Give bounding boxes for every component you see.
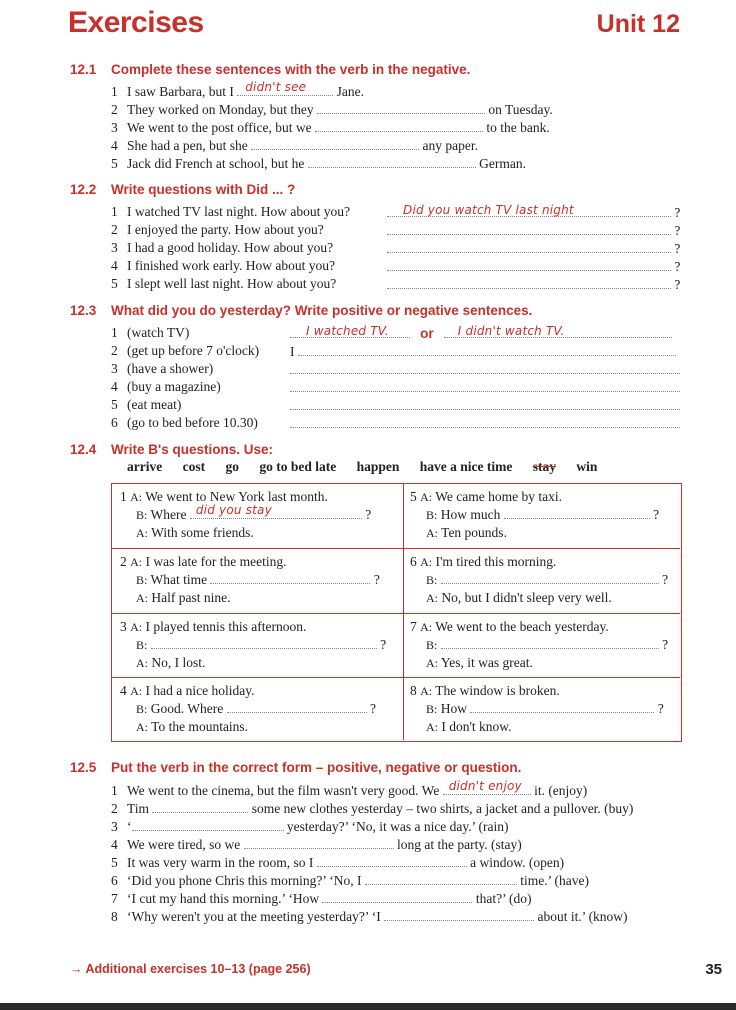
item-number: 5 [111, 397, 118, 412]
item-prompt: (have a shower) [127, 361, 214, 376]
speaker-b-line: Good. Where [150, 701, 224, 716]
item-prompt: I watched TV last night. How about you? [127, 204, 350, 219]
answer-prefix: I [290, 344, 295, 359]
exercise-item [111, 119, 550, 136]
word-list [127, 459, 614, 475]
item-number: 4 [111, 379, 118, 394]
item-number: 5 [111, 276, 118, 291]
dialog-cell [112, 678, 404, 740]
speaker-b: B: [136, 702, 148, 716]
exercise-item [111, 276, 336, 292]
item-number: 2 [111, 343, 118, 358]
exercise-item [111, 397, 181, 413]
handwritten-answer: didn't enjoy [448, 779, 522, 793]
speaker-a: A: [130, 620, 143, 634]
question-mark: ? [369, 701, 376, 716]
answer-blank[interactable] [365, 872, 517, 885]
answer-line [290, 343, 676, 360]
item-prompt: We went to the cinema, but the film wasn't very good. We [127, 783, 440, 798]
answer-blank[interactable] [315, 119, 483, 132]
question-mark: ? [662, 572, 669, 587]
question-mark: ? [380, 637, 387, 652]
speaker-b-line: How [440, 701, 467, 716]
speaker-a: A: [130, 684, 143, 698]
speaker-a: A: [426, 526, 438, 540]
speaker-a: A: [130, 555, 143, 569]
handwritten-answer: I didn't watch TV. [457, 324, 565, 338]
question-mark: ? [674, 259, 681, 274]
answer-line [290, 361, 680, 378]
page-title: Exercises [68, 6, 204, 39]
answer-blank[interactable] [443, 779, 531, 795]
item-prompt: (buy a magazine) [127, 379, 221, 394]
item-suffix: on Tuesday. [488, 102, 553, 117]
item-number: 6 [111, 873, 118, 888]
item-suffix: it. (enjoy) [534, 783, 588, 798]
speaker-b: B: [136, 638, 148, 652]
item-suffix: to the bank. [486, 120, 550, 135]
answer-blank[interactable] [317, 854, 467, 867]
answer-blank[interactable] [290, 397, 680, 410]
dialog-number: 8 [410, 683, 417, 698]
section-title: Write B's questions. Use: [111, 442, 273, 457]
exercise-item [111, 890, 531, 907]
speaker-a-line: Ten pounds. [441, 525, 507, 540]
section-number: 12.5 [70, 760, 97, 775]
question-mark: ? [653, 507, 660, 522]
handwritten-answer: didn't see [245, 80, 307, 94]
handwritten-answer: Did you watch TV last night [403, 203, 574, 217]
item-prompt: ‘Why weren't you at the meeting yesterday?’ ‘I [127, 909, 381, 924]
dialog-number: 6 [410, 554, 417, 569]
answer-blank[interactable] [387, 204, 671, 217]
item-number: 3 [111, 819, 118, 834]
item-prompt: (eat meat) [127, 397, 182, 412]
exercise-item [111, 325, 189, 341]
dialog-number: 2 [120, 554, 127, 569]
word-item: go [225, 459, 239, 474]
speaker-b: B: [426, 508, 438, 522]
answer-blank[interactable] [470, 700, 654, 713]
item-number: 3 [111, 240, 118, 255]
answer-blank[interactable] [387, 276, 671, 289]
answer-blank[interactable] [290, 325, 410, 338]
exercise-item [111, 240, 333, 256]
item-prompt: (get up before 7 o'clock) [127, 343, 260, 358]
question-mark: ? [674, 241, 681, 256]
item-number: 2 [111, 102, 118, 117]
answer-blank[interactable] [322, 890, 472, 903]
speaker-b-line: How much [440, 507, 501, 522]
item-number: 1 [111, 783, 118, 798]
speaker-a: A: [136, 526, 148, 540]
exercise-item [111, 779, 588, 799]
word-item: win [576, 459, 598, 474]
question-mark: ? [657, 701, 664, 716]
item-prompt: We were tired, so we [127, 837, 241, 852]
speaker-a-line: I don't know. [441, 719, 512, 734]
item-number: 3 [111, 361, 118, 376]
word-item: arrive [127, 459, 163, 474]
word-item: go to bed late [259, 459, 337, 474]
item-prompt: Tim [127, 801, 150, 816]
item-suffix: German. [479, 156, 526, 171]
answer-line [387, 258, 680, 275]
exercise-item [111, 204, 350, 220]
answer-blank[interactable] [387, 258, 671, 271]
speaker-a-line: I was late for the meeting. [145, 554, 287, 569]
question-mark: ? [674, 223, 681, 238]
handwritten-answer: did you stay [195, 503, 272, 517]
item-prompt: I saw Barbara, but I [127, 84, 234, 99]
answer-blank[interactable] [290, 379, 680, 392]
question-mark: ? [662, 637, 669, 652]
answer-blank[interactable] [298, 343, 676, 356]
section-title: Complete these sentences with the verb in the negative. [111, 62, 471, 77]
answer-blank[interactable] [290, 415, 680, 428]
dialog-number: 1 [120, 489, 127, 504]
item-prompt: ‘Did you phone Chris this morning?’ ‘No, I [127, 873, 362, 888]
answer-blank[interactable] [251, 137, 419, 150]
exercise-item [111, 343, 259, 359]
answer-line [290, 379, 680, 396]
dialog-cell [404, 549, 680, 614]
dialog-cell [112, 484, 404, 549]
answer-line [290, 325, 672, 342]
unit-label: Unit 12 [596, 10, 680, 38]
additional-exercises-link[interactable]: → Additional exercises 10–13 (page 256) [70, 962, 311, 976]
answer-blank[interactable] [152, 800, 248, 813]
exercise-item [111, 854, 564, 871]
page-number: 35 [705, 961, 722, 978]
dialog-number: 5 [410, 489, 417, 504]
item-number: 1 [111, 204, 118, 219]
answer-line [387, 204, 680, 221]
exercise-item [111, 361, 213, 377]
item-prompt: (go to bed before 10.30) [127, 415, 258, 430]
item-number: 4 [111, 138, 118, 153]
exercise-item [111, 872, 589, 889]
item-prompt: (watch TV) [127, 325, 190, 340]
speaker-a: A: [426, 591, 438, 605]
answer-line [387, 276, 680, 293]
section-title: What did you do yesterday? Write positive or negative sentences. [111, 303, 533, 318]
item-suffix: long at the party. (stay) [397, 837, 522, 852]
word-item: have a nice time [419, 459, 513, 474]
speaker-a: A: [426, 720, 438, 734]
question-mark: ? [365, 507, 372, 522]
item-number: 8 [111, 909, 118, 924]
exercise-item [111, 101, 553, 118]
item-number: 4 [111, 837, 118, 852]
dialog-cell [112, 614, 404, 678]
speaker-a-line: No, but I didn't sleep very well. [441, 590, 612, 605]
speaker-b: B: [136, 508, 148, 522]
item-suffix: any paper. [422, 138, 478, 153]
item-number: 5 [111, 855, 118, 870]
speaker-a: A: [420, 555, 433, 569]
item-prompt: ‘ [127, 819, 132, 834]
answer-line [290, 397, 680, 414]
exercise-item [111, 818, 509, 835]
exercise-item [111, 908, 628, 925]
answer-blank[interactable] [132, 818, 284, 831]
word-item: cost [182, 459, 206, 474]
speaker-a-line: I played tennis this afternoon. [145, 619, 307, 634]
item-number: 5 [111, 156, 118, 171]
exercise-item [111, 258, 335, 274]
item-prompt: Jack did French at school, but he [127, 156, 305, 171]
exercise-item [111, 80, 364, 100]
item-number: 1 [111, 325, 118, 340]
answer-line [387, 240, 680, 257]
item-number: 1 [111, 84, 118, 99]
dialog-cell [112, 549, 404, 614]
item-prompt: I slept well last night. How about you? [127, 276, 337, 291]
item-prompt: I finished work early. How about you? [127, 258, 335, 273]
question-mark: ? [674, 277, 681, 292]
speaker-a-line: No, I lost. [151, 655, 206, 670]
section-title: Put the verb in the correct form – positive, negative or question. [111, 760, 522, 775]
answer-blank[interactable] [444, 325, 672, 338]
speaker-a-line: To the mountains. [151, 719, 249, 734]
answer-blank[interactable] [290, 361, 680, 374]
handwritten-answer: I watched TV. [306, 324, 389, 338]
exercise-item [111, 379, 221, 395]
answer-blank[interactable] [384, 908, 534, 921]
item-prompt: I enjoyed the party. How about you? [127, 222, 324, 237]
question-mark: ? [674, 205, 681, 220]
answer-blank[interactable] [244, 836, 394, 849]
answer-blank[interactable] [210, 571, 370, 584]
dialog-cell [404, 678, 680, 740]
or-label: or [420, 326, 434, 341]
section-number: 12.1 [70, 62, 97, 77]
item-prompt: It was very warm in the room, so I [127, 855, 314, 870]
section-title: Write questions with Did ... ? [111, 182, 296, 197]
answer-blank[interactable] [387, 240, 671, 253]
bottom-rule [0, 1003, 736, 1010]
speaker-a: A: [420, 684, 433, 698]
item-number: 4 [111, 258, 118, 273]
speaker-a-line: We came home by taxi. [435, 489, 563, 504]
dialog-table [111, 483, 682, 742]
section-number: 12.3 [70, 303, 97, 318]
speaker-b-line: Where [150, 507, 187, 522]
speaker-b-line: What time [150, 572, 208, 587]
item-number: 6 [111, 415, 118, 430]
section-number: 12.2 [70, 182, 97, 197]
speaker-a-line: Yes, it was great. [440, 655, 533, 670]
item-suffix: that?’ (do) [475, 891, 532, 906]
dialog-cell [404, 614, 680, 678]
word-item: happen [356, 459, 400, 474]
speaker-a: A: [136, 720, 148, 734]
item-prompt: ‘I cut my hand this morning.’ ‘How [127, 891, 320, 906]
dialog-number: 4 [120, 683, 127, 698]
speaker-b: B: [136, 573, 148, 587]
dialog-cell [404, 484, 680, 549]
item-suffix: Jane. [336, 84, 364, 99]
speaker-b: B: [426, 573, 438, 587]
speaker-a-line: The window is broken. [435, 683, 560, 698]
dialog-number: 7 [410, 619, 417, 634]
answer-blank[interactable] [151, 636, 377, 649]
speaker-a-line: We went to the beach yesterday. [435, 619, 609, 634]
item-prompt: They worked on Monday, but they [127, 102, 314, 117]
dialog-number: 3 [120, 619, 127, 634]
speaker-a: A: [136, 591, 148, 605]
exercise-item [111, 836, 522, 853]
item-suffix: time.’ (have) [520, 873, 589, 888]
item-prompt: I had a good holiday. How about you? [127, 240, 334, 255]
item-suffix: yesterday?’ ‘No, it was a nice day.’ (rain) [286, 819, 509, 834]
item-prompt: We went to the post office, but we [127, 120, 312, 135]
item-prompt: She had a pen, but she [127, 138, 248, 153]
exercise-item [111, 222, 324, 238]
answer-blank[interactable] [441, 571, 659, 584]
answer-blank[interactable] [308, 155, 476, 168]
answer-blank[interactable] [190, 503, 362, 519]
exercise-item [111, 137, 478, 154]
item-number: 2 [111, 222, 118, 237]
speaker-a-line: I'm tired this morning. [435, 554, 557, 569]
speaker-a: A: [426, 656, 438, 670]
speaker-a-line: Half past nine. [151, 590, 231, 605]
exercise-item [111, 155, 526, 172]
section-number: 12.4 [70, 442, 97, 457]
answer-blank[interactable] [237, 80, 333, 96]
item-number: 3 [111, 120, 118, 135]
speaker-b: B: [426, 638, 438, 652]
answer-blank[interactable] [317, 101, 485, 114]
item-suffix: some new clothes yesterday – two shirts, a jacket and a pullover. (buy) [251, 801, 634, 816]
word-item-crossed: stay [532, 459, 556, 474]
exercise-item [111, 800, 633, 817]
item-suffix: a window. (open) [470, 855, 565, 870]
speaker-a: A: [420, 490, 433, 504]
speaker-a-line: We went to New York last month. [145, 489, 328, 504]
answer-line [290, 415, 680, 432]
speaker-b: B: [426, 702, 438, 716]
speaker-a: A: [420, 620, 433, 634]
question-mark: ? [373, 572, 380, 587]
answer-line [387, 222, 680, 239]
answer-blank[interactable] [227, 700, 367, 713]
answer-blank[interactable] [504, 506, 650, 519]
answer-blank[interactable] [387, 222, 671, 235]
speaker-a-line: I had a nice holiday. [145, 683, 255, 698]
speaker-a: A: [130, 490, 143, 504]
item-number: 2 [111, 801, 118, 816]
speaker-a-line: With some friends. [151, 525, 254, 540]
speaker-a: A: [136, 656, 148, 670]
item-suffix: about it.’ (know) [537, 909, 628, 924]
answer-blank[interactable] [441, 636, 659, 649]
item-number: 7 [111, 891, 118, 906]
exercise-item [111, 415, 258, 431]
